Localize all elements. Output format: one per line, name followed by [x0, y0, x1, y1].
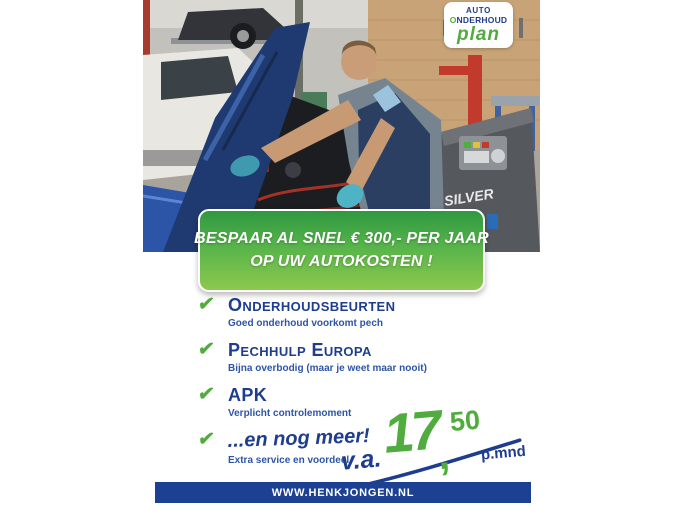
feature-title: ...en nog meer!	[227, 425, 371, 453]
savings-banner	[194, 209, 489, 292]
logo-word-plan: plan	[456, 24, 501, 45]
list-item	[197, 340, 502, 375]
logo-word-auto: AUTO	[466, 6, 491, 15]
feature-subtitle: Verplicht controlemoment	[228, 408, 352, 419]
feature-subtitle: Extra service en voordeel	[228, 455, 350, 466]
list-item	[197, 295, 502, 330]
website-bar	[155, 482, 531, 503]
check-icon: ✔	[196, 339, 216, 360]
price-suffix: p.mnd	[480, 442, 527, 464]
website-url: WWW.HENKJONGEN.NL	[271, 486, 415, 499]
banner-line-1: BESPAAR AL SNEL € 300,- PER JAAR	[194, 230, 489, 247]
feature-subtitle: Bijna overbodig (maar je weet maar nooit)	[228, 363, 427, 374]
logo-word-onderhoud: ONDERHOUD	[449, 15, 508, 25]
feature-subtitle: Goed onderhoud voorkomt pech	[228, 318, 384, 329]
price-tag	[337, 398, 527, 491]
machine-label: SILVER	[442, 185, 495, 209]
feature-title: Pechhulp Europa	[228, 340, 372, 360]
banner-line-2: OP UW AUTOKOSTEN !	[250, 253, 433, 270]
price-prefix: v.a.	[339, 444, 383, 476]
auto-onderhoud-plan-logo	[444, 2, 513, 48]
price-cents: 50	[448, 404, 482, 438]
check-icon: ✔	[196, 429, 216, 450]
check-icon: ✔	[196, 384, 216, 405]
feature-title: Onderhoudsbeurten	[228, 295, 396, 315]
feature-title: APK	[228, 385, 268, 405]
price-comma: ,	[435, 430, 452, 479]
price-amount: 17	[381, 398, 442, 465]
check-icon: ✔	[196, 294, 216, 315]
